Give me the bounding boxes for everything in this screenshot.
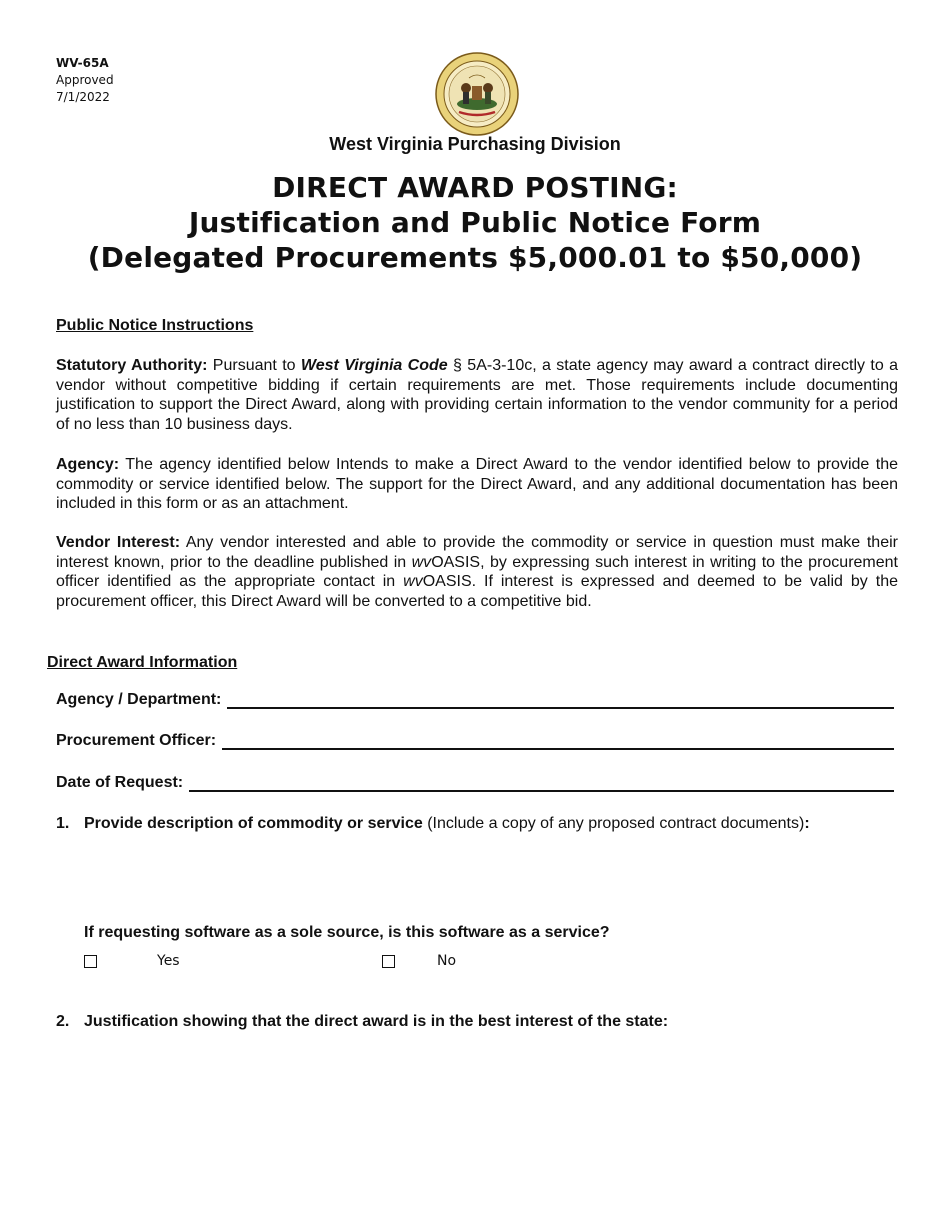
question-2-text: Justification showing that the direct award is in the best interest of the state: xyxy=(84,1013,669,1030)
procurement-officer-label: Procurement Officer: xyxy=(56,732,217,749)
state-seal-icon xyxy=(435,52,519,136)
statutory-authority-paragraph xyxy=(56,356,898,434)
question-1 xyxy=(56,815,810,833)
agency-field-row xyxy=(56,691,894,709)
question-1-title: Provide description of commodity or service xyxy=(84,815,423,832)
form-status: Approved xyxy=(56,73,114,87)
form-date: 7/1/2022 xyxy=(56,90,110,104)
division-name: West Virginia Purchasing Division xyxy=(329,134,621,154)
statutory-pre: Pursuant to xyxy=(207,357,301,374)
wv-italic-1: wv xyxy=(411,553,432,571)
officer-field-row xyxy=(56,732,894,750)
agency-label: Agency: xyxy=(56,456,120,473)
vendor-text-1: Any vendor interested and able to provide the commodity or service in question must make their interest known, prior to the deadline published in xyxy=(56,534,898,571)
form-code: WV-65A xyxy=(56,56,109,70)
form-meta xyxy=(56,55,114,106)
date-of-request-label: Date of Request: xyxy=(56,774,184,791)
award-info-heading: Direct Award Information xyxy=(47,654,238,671)
vendor-text-3: . If interest is expressed and deemed to be valid by the procurement officer, this Direct Award will be converted to a competitive bid. xyxy=(56,573,898,610)
agency-text: The agency identified below Intends to make a Direct Award to the vendor identified below to provide the commodity or service identified below. The support for the Direct Award, and any additional documentation has been included in this form or as an attachment. xyxy=(56,456,898,512)
vendor-text-2: , by expressing such interest in writing to the procurement officer identified as the appropriate contact in xyxy=(56,553,898,590)
oasis-2: OASIS xyxy=(422,573,472,590)
wv-italic-2: wv xyxy=(403,573,423,590)
title-line-3: (Delegated Procurements $5,000.01 to $50,000) xyxy=(87,241,863,274)
instructions-heading: Public Notice Instructions xyxy=(56,317,254,334)
oasis-1: OASIS xyxy=(431,553,481,571)
question-2 xyxy=(56,1013,668,1031)
yes-checkbox[interactable] xyxy=(84,955,97,968)
vendor-label: Vendor Interest: xyxy=(56,534,181,551)
question-1-number: 1. xyxy=(56,815,70,832)
question-2-number: 2. xyxy=(56,1013,70,1030)
agency-department-label: Agency / Department: xyxy=(56,691,222,708)
agency-paragraph xyxy=(56,455,898,514)
question-1-note: (Include a copy of any proposed contract documents) xyxy=(422,815,805,832)
form-title xyxy=(0,170,950,275)
yes-option[interactable] xyxy=(84,953,180,969)
procurement-officer-line[interactable] xyxy=(222,732,894,750)
title-line-2: Justification and Public Notice Form xyxy=(188,206,762,239)
no-option[interactable] xyxy=(382,953,456,969)
no-checkbox[interactable] xyxy=(382,955,395,968)
statutory-label: Statutory Authority: xyxy=(56,357,208,374)
yes-label: Yes xyxy=(157,953,180,969)
no-label: No xyxy=(437,953,457,969)
date-of-request-line[interactable] xyxy=(189,774,894,792)
software-question: If requesting software as a sole source, is this software as a service? xyxy=(84,924,610,941)
vendor-interest-paragraph xyxy=(56,533,898,611)
date-field-row xyxy=(56,774,894,792)
statutory-text: § 5A-3-10c, a state agency may award a contract directly to a vendor without competitive bidding if certain requirements are met. Those requirements include documenting justification to support the Direct Award, along with providing certain information to the vendor community for a period of no less than 10 business days. xyxy=(56,357,899,433)
statutory-code: West Virginia Code xyxy=(300,357,448,374)
title-line-1: DIRECT AWARD POSTING: xyxy=(272,171,678,204)
agency-department-line[interactable] xyxy=(227,691,894,709)
question-1-colon: : xyxy=(804,815,810,832)
